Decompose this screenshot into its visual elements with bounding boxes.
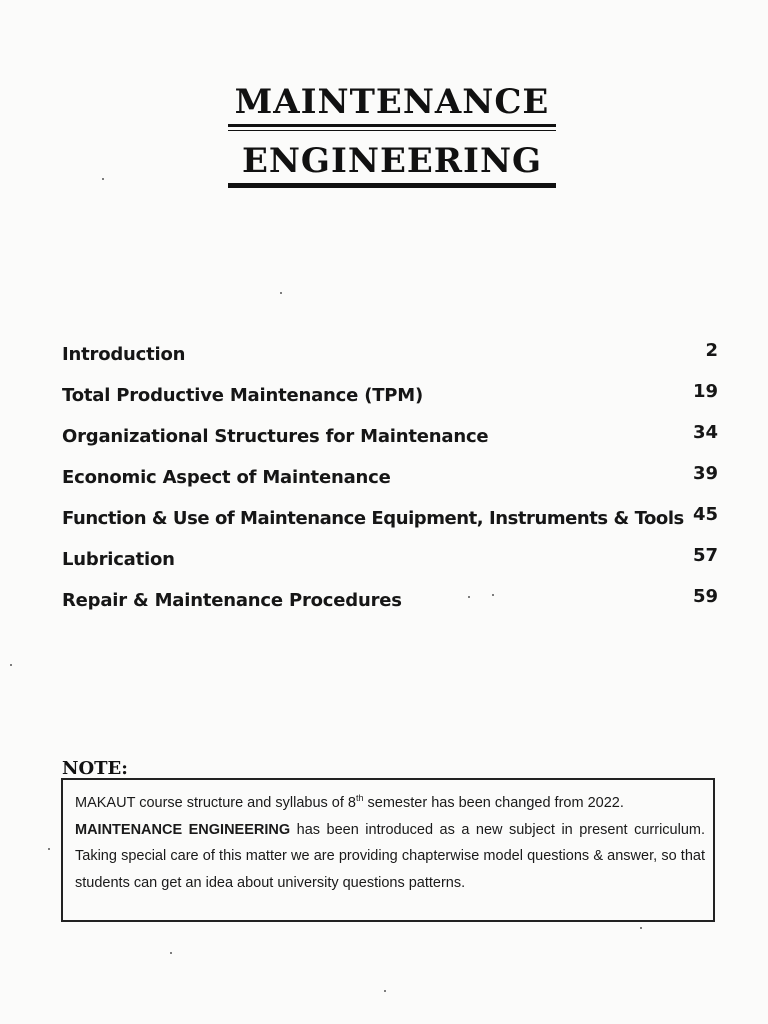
title-line-2: ENGINEERING: [241, 141, 543, 181]
note-heading: NOTE:: [62, 758, 128, 779]
toc-label: Lubrication: [62, 549, 175, 570]
toc-row: [62, 463, 718, 504]
note-text-part3: has been introduced as a new subject in present curriculum. Taking special care of this matter we are providing chapterwise model questions & answer, so that students can get an idea about university questions patterns.: [75, 821, 705, 891]
toc-row: [62, 340, 718, 381]
toc-label: Economic Aspect of Maintenance: [62, 467, 391, 488]
scan-speck: [492, 594, 494, 596]
title-line-1: MAINTENANCE: [234, 82, 550, 122]
toc-row: [62, 422, 718, 463]
toc-row: [62, 586, 718, 627]
toc-label: Introduction: [62, 344, 186, 365]
toc-page-number: 57: [692, 545, 718, 566]
scan-speck: [102, 178, 104, 180]
title-underline-2: [228, 183, 556, 188]
scan-speck: [384, 990, 386, 992]
toc-page-number: 19: [692, 381, 718, 402]
toc-label: Repair & Maintenance Procedures: [62, 590, 402, 611]
note-superscript: th: [356, 793, 364, 804]
scan-speck: [10, 664, 12, 666]
toc-row: [62, 504, 718, 545]
toc-page-number: 2: [705, 340, 718, 361]
scan-speck: [48, 848, 50, 850]
title-underline-1: [228, 124, 556, 131]
scan-speck: [170, 952, 172, 954]
scan-speck: [640, 927, 642, 929]
scan-speck: [280, 292, 282, 294]
note-bold-subject: MAINTENANCE ENGINEERING: [75, 821, 291, 838]
toc-row: [62, 381, 718, 422]
toc-label: Function & Use of Maintenance Equipment, Instruments & Tools: [62, 508, 684, 529]
toc-label: Organizational Structures for Maintenance: [62, 426, 489, 447]
toc-label: Total Productive Maintenance (TPM): [62, 385, 424, 406]
note-box: [61, 778, 715, 922]
scan-speck: [468, 596, 470, 598]
title-block: [228, 82, 556, 188]
toc-page-number: 45: [692, 504, 718, 525]
toc-page-number: 59: [692, 586, 718, 607]
toc-row: [62, 545, 718, 586]
note-text-part2: semester has been changed from 2022.: [363, 795, 624, 811]
table-of-contents: [62, 340, 718, 627]
toc-page-number: 34: [692, 422, 718, 443]
toc-page-number: 39: [692, 463, 718, 484]
note-text-part1: MAKAUT course structure and syllabus of 8: [75, 795, 356, 811]
